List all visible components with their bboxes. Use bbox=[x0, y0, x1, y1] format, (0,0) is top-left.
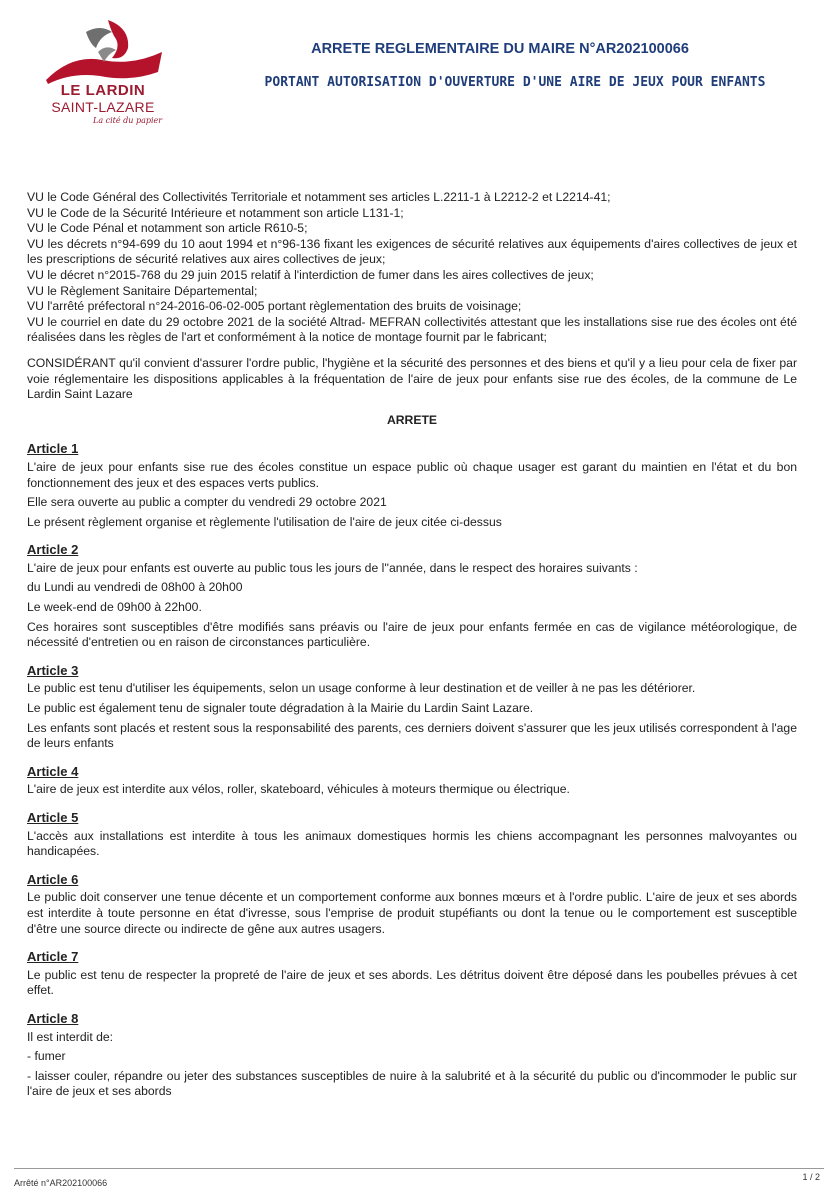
vu-line: VU le courriel en date du 29 octobre 2021 de la société Altrad- MEFRAN collectivités attestant que les installations sise rue des écoles ont été réalisées dans les règles de l'art et conformément à la notice de montage fournit par le fabricant; bbox=[27, 314, 797, 345]
article-title: Article 6 bbox=[27, 871, 79, 887]
vu-line: VU l'arrêté préfectoral n°24-2016-06-02-005 portant règlementation des bruits de voisinage; bbox=[27, 299, 522, 314]
article-1 bbox=[27, 441, 797, 530]
logo-emblem-icon bbox=[38, 14, 168, 84]
vu-section bbox=[27, 190, 797, 346]
article-title: Article 4 bbox=[27, 763, 79, 779]
article-paragraph: L'aire de jeux pour enfants est ouverte au public tous les jours de l''année, dans le respect des horaires suivants : bbox=[27, 560, 638, 575]
article-paragraph: L'aire de jeux pour enfants sise rue des écoles constitue un espace public où chaque usager est garant du maintien en l'état et du bon fonctionnement des jeux et des espaces verts publics. bbox=[27, 459, 797, 490]
article-paragraph: Ces horaires sont susceptibles d'être modifiés sans préavis ou l'aire de jeux pour enfants fermée en cas de vigilance météorologique, de nécessité d'entretien ou en raison de circonstances particulière. bbox=[27, 619, 797, 650]
logo-name-line2: SAINT-LAZARE bbox=[51, 99, 155, 115]
article-5 bbox=[27, 810, 797, 860]
article-paragraph: L'accès aux installations est interdite à tous les animaux domestiques hormis les chiens accompagnant les personnes malvoyantes ou handicapées. bbox=[27, 828, 797, 859]
article-paragraph: Le week-end de 09h00 à 22h00. bbox=[27, 600, 202, 615]
article-paragraph: Le présent règlement organise et règlemente l'utilisation de l'aire de jeux citée ci-dessus bbox=[27, 514, 502, 529]
article-paragraph: Il est interdit de: bbox=[27, 1029, 114, 1044]
logo-tagline: La cité du papier bbox=[93, 116, 163, 125]
article-title: Article 8 bbox=[27, 1010, 79, 1026]
decree-title: ARRETE REGLEMENTAIRE DU MAIRE N°AR202100066 bbox=[311, 41, 689, 57]
article-paragraph: Le public est également tenu de signaler toute dégradation à la Mairie du Lardin Saint Lazare. bbox=[27, 701, 534, 716]
vu-line: VU le Code de la Sécurité Intérieure et notamment son article L131-1; bbox=[27, 205, 404, 220]
vu-line: VU les décrets n°94-699 du 10 aout 1994 et n°96-136 fixant les exigences de sécurité relatives aux équipements d'aires collectives de jeux et les prescriptions de sécurité relatives aux aires collectives de jeux; bbox=[27, 236, 797, 267]
article-4 bbox=[27, 764, 797, 798]
document-body bbox=[27, 190, 797, 1104]
article-title: Article 2 bbox=[27, 542, 79, 558]
article-paragraph: - laisser couler, répandre ou jeter des substances susceptibles de nuire à la salubrité et à la sécurité du public ou d'incommoder le public sur l'aire de jeux et ses abords bbox=[27, 1068, 797, 1099]
vu-line: VU le Règlement Sanitaire Départemental; bbox=[27, 283, 258, 298]
article-title: Article 1 bbox=[27, 441, 79, 457]
vu-line: VU le Code Général des Collectivités Territoriale et notamment ses articles L.2211-1 à L2212-2 et L2214-41; bbox=[27, 190, 611, 204]
article-8 bbox=[27, 1011, 797, 1100]
arrete-heading: ARRETE bbox=[386, 412, 438, 427]
article-title: Article 3 bbox=[27, 662, 79, 678]
page-footer bbox=[0, 1168, 838, 1200]
footer-divider bbox=[14, 1168, 824, 1169]
article-6 bbox=[27, 872, 797, 937]
article-paragraph: Le public doit conserver une tenue décente et un comportement conforme aux bonnes mœurs et à l'ordre public. L'aire de jeux et ses abords est interdite à toute personne en état d'ivresse, sous l'emprise de produit stupéfiants ou dont la tenue ou le comportement est susceptible d'être une source directe ou indirecte de gêne aux autres usagers. bbox=[27, 890, 797, 936]
article-title: Article 5 bbox=[27, 810, 79, 825]
article-paragraph: du Lundi au vendredi de 08h00 à 20h00 bbox=[27, 580, 243, 595]
page-number: 1 / 2 bbox=[802, 1172, 820, 1182]
town-logo bbox=[38, 14, 168, 134]
article-7 bbox=[27, 949, 797, 999]
article-2 bbox=[27, 542, 797, 651]
article-3 bbox=[27, 663, 797, 752]
article-paragraph: Les enfants sont placés et restent sous la responsabilité des parents, ces derniers doivent s'assurer que les jeux utilisés correspondent à l'age de leurs enfants bbox=[27, 720, 797, 751]
article-title: Article 7 bbox=[27, 949, 79, 965]
article-paragraph: L'aire de jeux est interdite aux vélos, roller, skateboard, véhicules à moteurs thermique ou électrique. bbox=[27, 782, 570, 797]
article-paragraph: Le public est tenu de respecter la propreté de l'aire de jeux et ses abords. Les détritus doivent être déposé dans les poubelles prévues à cet effet. bbox=[27, 967, 797, 998]
considerant-paragraph: CONSIDÉRANT qu'il convient d'assurer l'ordre public, l'hygiène et la sécurité des personnes et des biens et qu'il y a lieu pour cela de fixer par voie réglementaire les dispositions applicables à la fréquentation de l'aire de jeux pour enfants sise rue des écoles, de la commune de Le Lardin Saint Lazare bbox=[27, 355, 797, 402]
footer-reference: Arrêté n°AR202100066 bbox=[14, 1178, 108, 1188]
decree-subtitle: PORTANT AUTORISATION D'OUVERTURE D'UNE AIRE DE JEUX POUR ENFANTS bbox=[264, 75, 766, 90]
article-paragraph: Le public est tenu d'utiliser les équipements, selon un usage conforme à leur destination et de veiller à ne pas les détériorer. bbox=[27, 681, 696, 696]
vu-line: VU le Code Pénal et notamment son article R610-5; bbox=[27, 221, 308, 236]
articles-section bbox=[27, 441, 797, 1100]
article-paragraph: - fumer bbox=[27, 1049, 66, 1064]
logo-name-line1: LE LARDIN bbox=[60, 82, 146, 99]
article-paragraph: Elle sera ouverte au public a compter du vendredi 29 octobre 2021 bbox=[27, 495, 387, 510]
vu-line: VU le décret n°2015-768 du 29 juin 2015 relatif à l'interdiction de fumer dans les aires collectives de jeux; bbox=[27, 267, 594, 282]
